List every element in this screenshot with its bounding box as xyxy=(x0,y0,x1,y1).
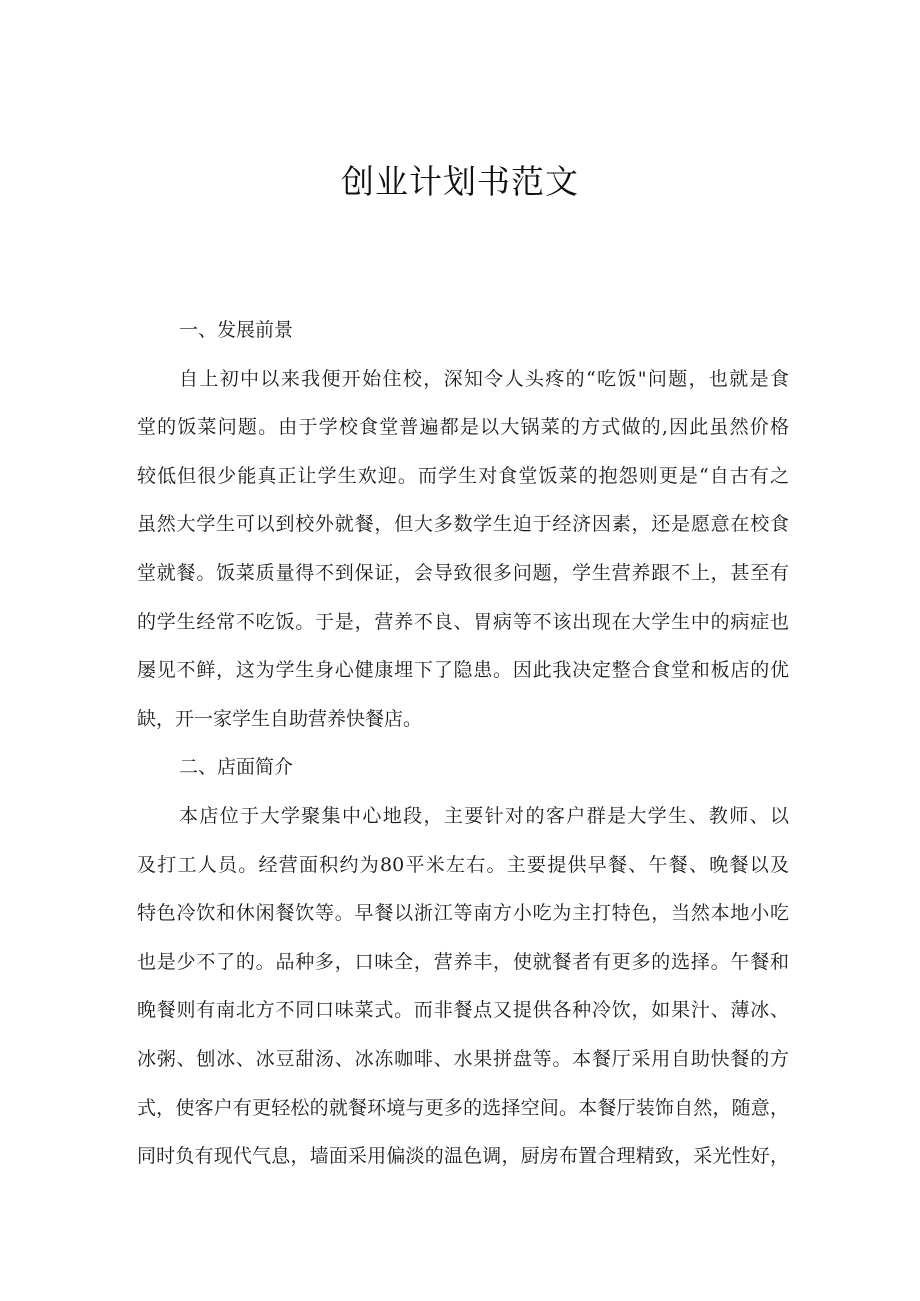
paragraph-line: 及打工人员。经营面积约为80平米左右。主要提供早餐、午餐、晚餐以及 xyxy=(137,853,789,876)
document-title: 创业计划书范文 xyxy=(341,162,579,201)
section-heading-store-intro: 二、店面简介 xyxy=(179,756,294,779)
paragraph-line: 堂就餐。饭菜质量得不到保证，会导致很多问题，学生营养跟不上，甚至有 xyxy=(137,561,789,584)
paragraph-line: 较低但很少能真正让学生欢迎。而学生对食堂饭菜的抱怨则更是“自古有之 xyxy=(137,464,789,487)
paragraph-line: 本店位于大学聚集中心地段，主要针对的客户群是大学生、教师、以 xyxy=(179,804,789,827)
document-body xyxy=(137,306,789,1181)
paragraph-line: 式，使客户有更轻松的就餐环境与更多的选择空间。本餐厅装饰自然，随意， xyxy=(137,1096,789,1119)
paragraph-line: 也是少不了的。品种多，口味全，营养丰，使就餐者有更多的选择。午餐和 xyxy=(137,950,789,973)
paragraph-line: 特色冷饮和休闲餐饮等。早餐以浙江等南方小吃为主打特色，当然本地小吃 xyxy=(137,902,789,925)
paragraph-line: 同时负有现代气息，墙面采用偏淡的温色调，厨房布置合理精致，采光性好， xyxy=(137,1145,789,1168)
paragraph-line: 缺，开一家学生自助营养快餐店。 xyxy=(137,707,423,730)
paragraph-line: 堂的饭菜问题。由于学校食堂普遍都是以大锅菜的方式做的,因此虽然价格 xyxy=(137,416,789,439)
paragraph-line: 冰粥、刨冰、冰豆甜汤、冰冻咖啡、水果拼盘等。本餐厅采用自助快餐的方 xyxy=(137,1047,789,1070)
paragraph-line: 虽然大学生可以到校外就餐，但大多数学生迫于经济因素，还是愿意在校食 xyxy=(137,513,789,536)
paragraph-line: 屡见不鲜，这为学生身心健康埋下了隐患。因此我决定整合食堂和板店的优 xyxy=(137,659,789,682)
section-paragraph-store-intro xyxy=(137,792,789,1181)
section-paragraph-prospects xyxy=(137,355,789,744)
paragraph-line: 自上初中以来我便开始住校，深知令人头疼的“吃饭"问题，也就是食 xyxy=(179,367,789,390)
section-heading-prospects: 一、发展前景 xyxy=(179,319,294,341)
paragraph-line: 晚餐则有南北方不同口味菜式。而非餐点又提供各种冷饮，如果汁、薄冰、 xyxy=(137,999,789,1022)
paragraph-line: 的学生经常不吃饭。于是，营养不良、胃病等不该出现在大学生中的病症也 xyxy=(137,610,789,633)
